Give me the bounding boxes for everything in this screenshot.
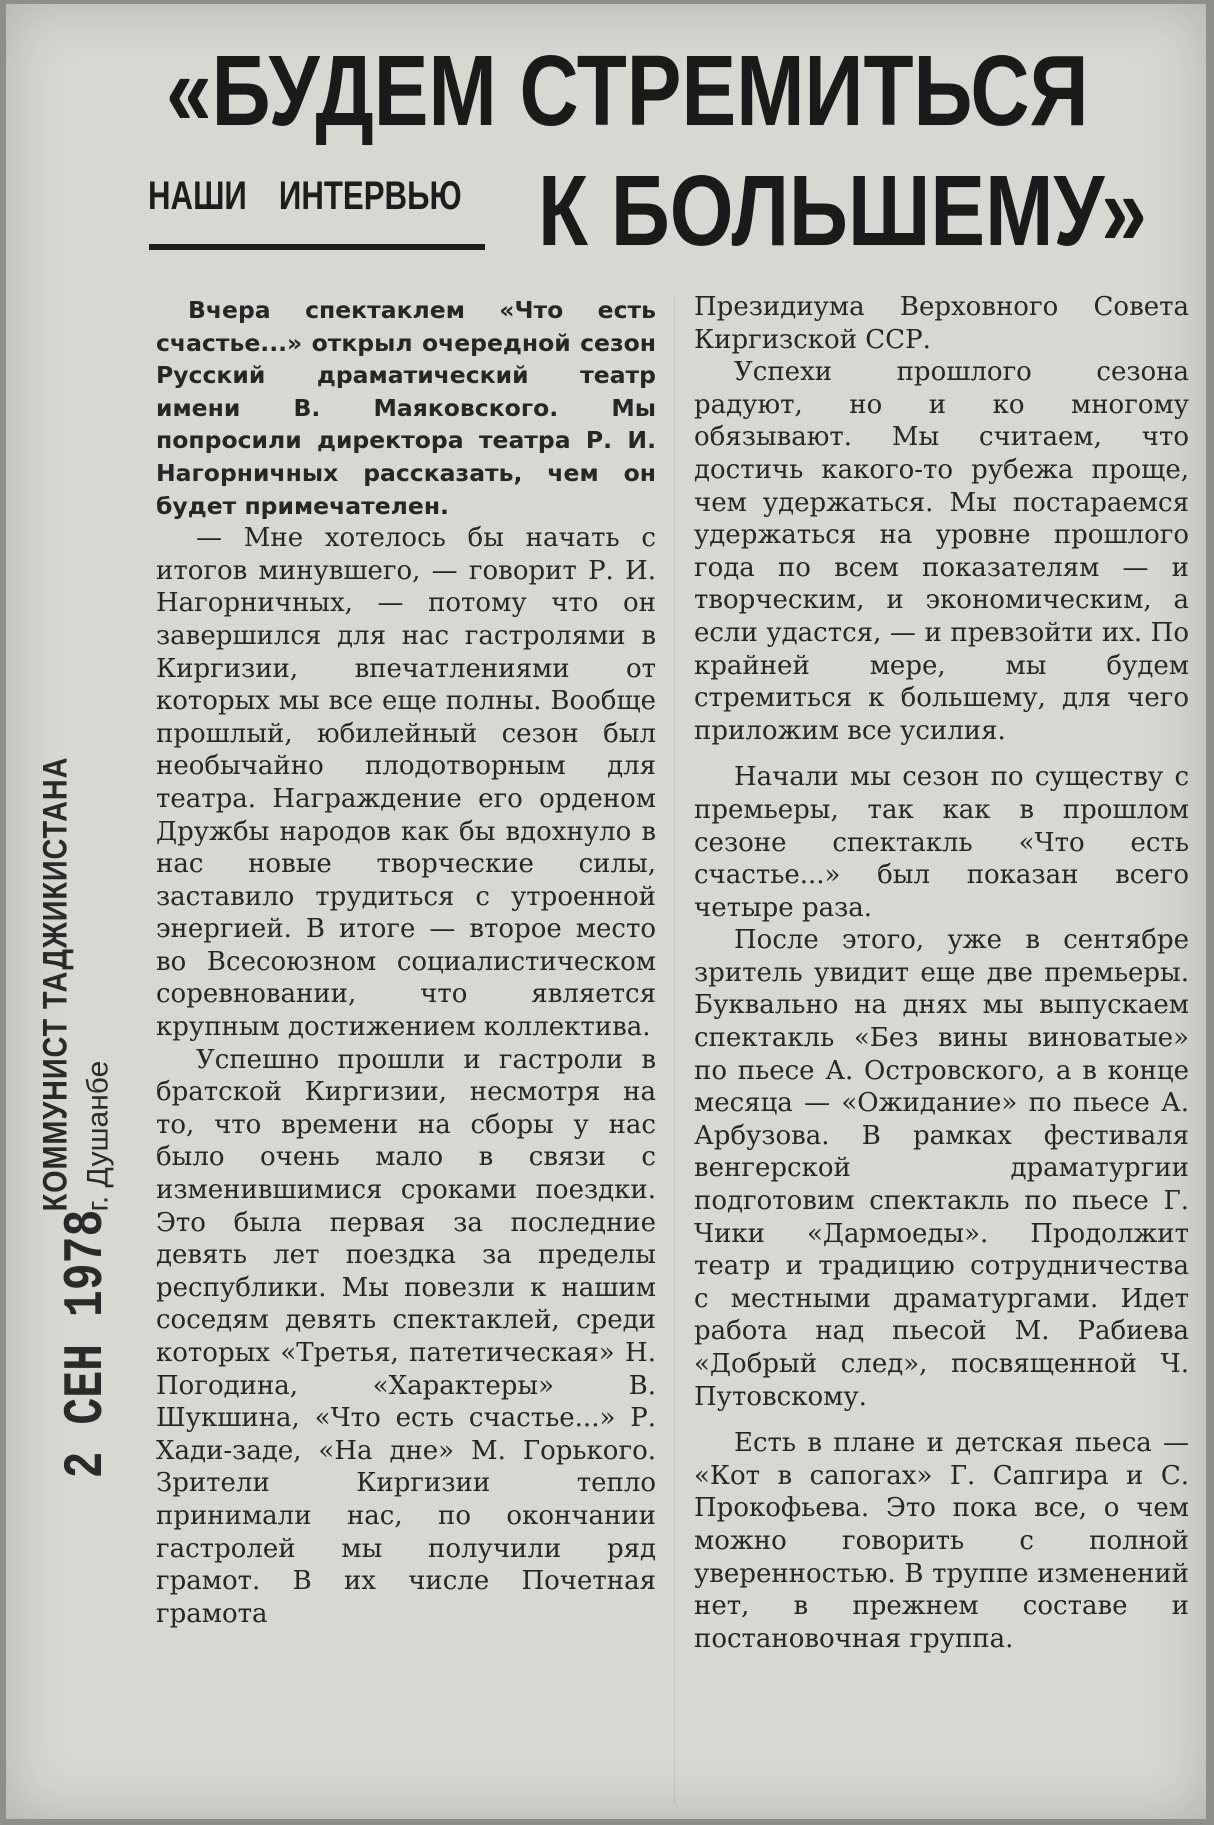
stamp-city: г. Душанбе xyxy=(81,1060,115,1212)
article-paragraph: Есть в плане и детская пьеса — «Кот в сапогах» Г. Сапгира и С. Прокофьева. Это пока все, о чем можно говорить с полной уверенностью. В труппе изменений нет, в прежнем составе и постановочная группа. xyxy=(694,1428,1189,1654)
stamp-date xyxy=(54,1176,118,1512)
article-paragraph: Начали мы сезон по существу с премьеры, так как в прошлом сезоне спектакль «Что есть счастье...» был показан всего четыре раза. xyxy=(694,762,1189,923)
article-paragraph: Успехи прошлого сезона радуют, но и ко многому обязывают. Мы считаем, что достичь какого-то рубежа проще, чем удержаться. Мы постараемся удержаться на уровне прошлого года по всем показателям — и творческим, и экономическим, а если удастся, — и превзойти их. По крайней мере, мы будем стремиться к большему, для чего приложим все усилия. xyxy=(694,357,1189,746)
rubric-underline xyxy=(149,244,485,250)
article-paragraph: Успешно прошли и гастроли в братской Киргизии, несмотря на то, что времени на сборы у нас было очень мало в связи с изменившимися сроками поездки. Это была первая за последние девять лет поездка за пределы республики. Мы повезли к нашим соседям девять спектаклей, среди которых «Третья, патетическая» Н. Погодина, «Характеры» В. Шукшина, «Что есть счастье...» Р. Хади-заде, «На дне» М. Горького. Зрители Киргизии тепло принимали нас, по окончании гастролей мы получили ряд грамот. В их числе Почетная грамота xyxy=(156,1044,656,1629)
stamp-newspaper-name: КОММУНИСТ ТАДЖИКИСТАНА xyxy=(36,756,75,1212)
article-lead: Вчера спектаклем «Что есть счастье...» открыл очередной сезон Русский драматический театр имени В. Маяковского. Мы попросили директора театра Р. И. Нагорничных рассказать, чем он будет примечателен. xyxy=(156,296,656,520)
article-paragraph: Президиума Верховного Совета Киргизской ССР. xyxy=(694,292,1189,355)
stamp-source xyxy=(37,717,116,1252)
article-paragraph: После этого, уже в сентябре зритель увидит еще две премьеры. Буквально на днях мы выпускаем спектакль «Без вины виноватые» по пьесе А. Островского, а в конце месяца — «Ожидание» по пьесе А. Арбузова. В рамках фестиваля венгерской драматургии подготовим спектакль по пьесе Г. Чики «Дармоеды». Продолжит театр и традицию сотрудничества с местными драматургами. Идет работа над пьесой М. Рабиева «Добрый след», посвященной Ч. Путовскому. xyxy=(694,925,1189,1412)
headline-line-2: К БОЛЬШЕМУ» xyxy=(538,155,1147,267)
newspaper-clipping xyxy=(6,4,1206,1819)
archive-stamp xyxy=(16,424,141,1544)
article-paragraph: — Мне хотелось бы начать с итогов минувшего, — говорит Р. И. Нагорничных, — потому что он завершился для нас гастролями в Киргизии, впечатлениями от которых мы все еще полны. Вообще прошлый, юбилейный сезон был необычайно плодотворным для театра. Награждение его орденом Дружбы народов как бы вдохнуло в нас новые творческие силы, заставило трудиться с утроенной энергией. В итоге — второе место во Всесоюзном социалистическом соревновании, что является крупным достижением коллектива. xyxy=(156,523,656,1043)
column-divider xyxy=(674,294,675,1804)
article-column-left xyxy=(156,294,656,1630)
article-column-right xyxy=(694,291,1189,1655)
rubric-label: НАШИ ИНТЕРВЬЮ xyxy=(148,174,462,218)
stamp-date-text: 2 СЕН 1978 xyxy=(54,1209,118,1479)
headline-line-1: «БУДЕМ СТРЕМИТЬСЯ xyxy=(166,35,1089,147)
